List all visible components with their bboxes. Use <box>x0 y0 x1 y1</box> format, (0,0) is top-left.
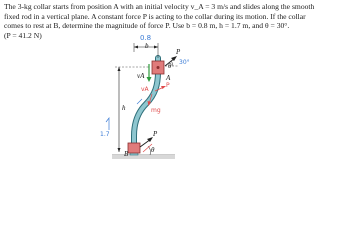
label-A: A <box>166 74 171 82</box>
collar-at-B <box>128 143 140 153</box>
problem-line-2: fixed rod in a vertical plane. A constant force P is acting to the collar during its motion. If the collar <box>4 11 306 21</box>
label-P-bottom: P <box>153 130 158 138</box>
label-theta-bottom: θ <box>151 146 155 154</box>
label-B: B <box>124 150 129 158</box>
handwritten-P-note: P <box>166 82 170 89</box>
problem-line-1: The 3-kg collar starts from position A with an initial velocity v_A = 3 m/s and slides along the smooth <box>4 2 315 11</box>
handwritten-mg-note: mg <box>151 107 161 114</box>
velocity-vA-arrow <box>147 64 152 82</box>
label-b: b <box>145 42 149 50</box>
handwritten-b-value: 0.8 <box>140 34 152 42</box>
force-P-at-A <box>165 56 178 66</box>
problem-line-3: comes to rest at B, determine the magnitude of force P. Use b = 0.8 m, h = 1.7 m, and θ = 30°. <box>4 21 290 31</box>
label-theta-top: θ <box>168 62 172 70</box>
handwritten-vA-note: vA <box>141 86 149 93</box>
handwritten-theta-value: 30° <box>179 59 190 66</box>
handwritten-h-value: 1.7 <box>100 131 110 138</box>
label-vA: vA <box>137 72 145 80</box>
problem-answer: (P = 41.2 N) <box>4 30 42 40</box>
ground-support <box>112 155 175 159</box>
collar-at-A <box>152 61 164 74</box>
label-P-top: P <box>176 48 181 56</box>
label-h: h <box>122 104 126 112</box>
